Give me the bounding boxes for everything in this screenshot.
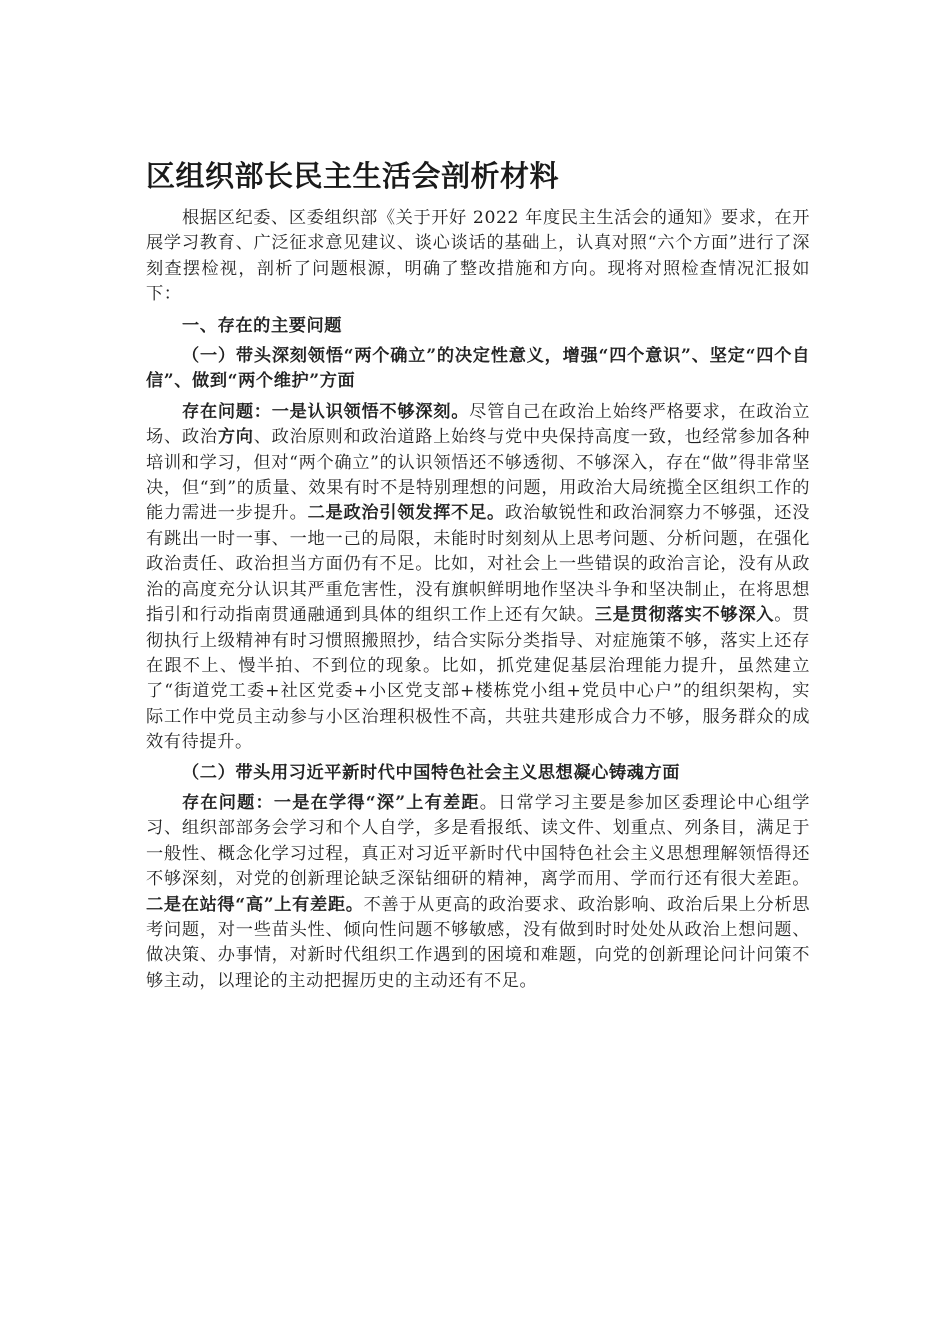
problem-text-1c: 、政治原则和政治道路上始终与党中央保持高度一致，也经常参加各种培训和学习，但对“两个确立”的认识领悟还不够透彻、不够深入，存在“做”得非常坚决，但“到”的质量、效果有时不是特别理想的问题，用政治大局统揽全区组织工作的能力需进一步提升。 xyxy=(146,427,811,524)
document-page xyxy=(146,150,810,994)
document-title: 区组织部长民主生活会剖析材料 xyxy=(146,159,560,193)
problem-text-2-2: 不善于从更高的政治要求、政治影响、政治后果上分析思考问题，对一些苗头性、倾向性问题不够敏感，没有做到时时处处从政治上想问题、做决策、办事情，对新时代组织工作遇到的困境和难题，向党的创新理论问计问策不够主动，以理论的主动把握历史的主动还有不足。 xyxy=(146,894,810,991)
section-heading: 一、存在的主要问题 xyxy=(182,315,343,336)
problem-paragraph-2 xyxy=(146,791,810,994)
problem-lead-2: 存在问题：一是在学得“深”上有差距 xyxy=(182,792,480,813)
problem-paragraph-1 xyxy=(146,400,810,756)
problem-lead-1: 存在问题：一是认识领悟不够深刻。 xyxy=(182,401,470,422)
subsection-title-2: （二）带头用习近平新时代中国特色社会主义思想凝心铸魂方面 xyxy=(182,762,681,783)
problem-point-2: 二是政治引领发挥不足。 xyxy=(307,503,506,524)
problem-point-2-2: 二是在站得“高”上有差距。 xyxy=(146,894,364,915)
intro-paragraph: 根据区纪委、区委组织部《关于开好 2022 年度民主生活会的通知》要求，在开展学习教育、广泛征求意见建议、谈心谈话的基础上，认真对照“六个方面”进行了深刻查摆检视，剖析了问题根源，明确了整改措施和方向。现将对照检查情况汇报如下： xyxy=(146,208,810,305)
problem-point-3: 三是贯彻落实不够深入 xyxy=(594,605,775,626)
problem-text-1a: 尽管自己在政治上始终严格要求，在政治立场、政治 xyxy=(146,401,810,448)
problem-text-2-1: 。日常学习主要是参加区委理论中心组学习、组织部部务会学习和个人自学，多是看报纸、读文件、划重点、列条目，满足于一般性、概念化学习过程，真正对习近平新时代中国特色社会主义思想理解领悟得还不够深刻，对党的创新理论缺乏深钻细研的精神，离学而用、学而行还有很大差距。 xyxy=(146,792,810,890)
problem-text-3: 。贯彻执行上级精神有时习惯照搬照抄，结合实际分类指导、对症施策不够，落实上还存在跟不上、慢半拍、不到位的现象。比如，抓党建促基层治理能力提升，虽然建立了“街道党工委+社区党委+小区党支部+楼栋党小组+党员中心户”的组织架构，实际工作中党员主动参与小区治理积极性不高，共驻共建形成合力不够，服务群众的成效有待提升。 xyxy=(146,605,810,753)
problem-text-2: 政治敏锐性和政治洞察力不够强，还没有跳出一时一事、一地一己的局限，未能时时刻刻从上思考问题、分析问题，在强化政治责任、政治担当方面仍有不足。比如，对社会上一些错误的政治言论，没有从政治的高度充分认识其严重危害性，没有旗帜鲜明地作坚决斗争和坚决制止，在将思想指引和行动指南贯通融通到具体的组织工作上还有欠缺。 xyxy=(146,503,811,626)
subsection-title-1: （一）带头深刻领悟“两个确立”的决定性意义，增强“四个意识”、坚定“四个自信”、做到“两个维护”方面 xyxy=(146,346,810,392)
problem-text-1b: 方向 xyxy=(217,427,254,448)
